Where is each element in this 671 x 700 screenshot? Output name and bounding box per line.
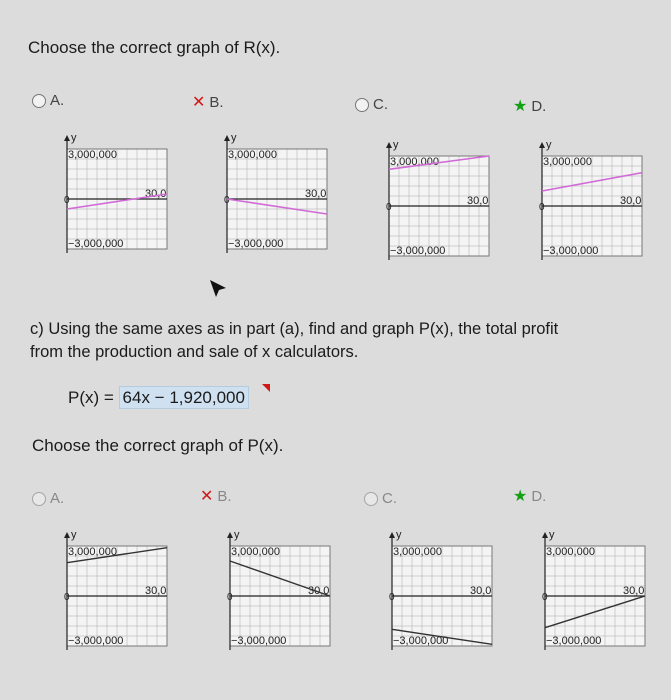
- formula-lhs: P(x) =: [68, 388, 119, 407]
- origin-tick-label: 0: [386, 202, 392, 213]
- y-min-tick-label: −3,000,000: [390, 245, 446, 257]
- mouse-cursor-icon: [208, 278, 230, 300]
- origin-tick-label: 0: [539, 202, 545, 213]
- y-axis-label: y: [71, 529, 77, 541]
- correct-star-icon: ★: [513, 488, 528, 505]
- graph-p-d[interactable]: [533, 522, 653, 662]
- y-axis-arrow-icon: [64, 135, 70, 141]
- option-r-d[interactable]: [513, 96, 546, 116]
- y-axis-arrow-icon: [64, 532, 70, 538]
- y-axis-label: y: [231, 132, 237, 144]
- y-max-tick-label: 3,000,000: [231, 546, 280, 558]
- origin-tick-label: 0: [64, 195, 70, 206]
- graph-p-b[interactable]: [218, 522, 338, 662]
- origin-tick-label: 0: [542, 592, 548, 603]
- graph-p-c[interactable]: [380, 522, 500, 662]
- x-max-tick-label: 30,0: [623, 585, 645, 597]
- option-label: D.: [531, 97, 547, 115]
- y-axis-arrow-icon: [542, 532, 548, 538]
- option-label: D.: [531, 487, 547, 505]
- formula-expression: 64x − 1,920,000: [119, 386, 249, 409]
- question-c-text: c) Using the same axes as in part (a), find and graph P(x), the total profit: [30, 320, 559, 338]
- y-max-tick-label: 3,000,000: [543, 156, 592, 168]
- x-max-tick-label: 30,0: [145, 188, 167, 200]
- graph-r-b[interactable]: [215, 125, 335, 265]
- y-min-tick-label: −3,000,000: [543, 245, 599, 257]
- x-max-tick-label: 30,0: [305, 188, 327, 200]
- y-min-tick-label: −3,000,000: [228, 238, 284, 250]
- y-max-tick-label: 3,000,000: [228, 149, 277, 161]
- y-axis-label: y: [393, 139, 399, 151]
- y-max-tick-label: 3,000,000: [68, 149, 117, 161]
- flag-corner-icon: [262, 384, 270, 392]
- y-max-tick-label: 3,000,000: [546, 546, 595, 558]
- graph-r-a[interactable]: [55, 125, 175, 265]
- y-axis-label: y: [234, 529, 240, 541]
- option-r-a[interactable]: [32, 92, 64, 109]
- x-max-tick-label: 30,0: [145, 585, 167, 597]
- y-axis-label: y: [71, 132, 77, 144]
- option-p-c[interactable]: [364, 490, 397, 507]
- question-r-text: Choose the correct graph of R(x).: [28, 38, 281, 57]
- option-label: A.: [50, 490, 65, 507]
- graph-p-a[interactable]: [55, 522, 175, 662]
- formula-p: [68, 388, 249, 408]
- y-axis-arrow-icon: [224, 135, 230, 141]
- radio-icon[interactable]: [32, 94, 46, 108]
- option-label: C.: [382, 490, 397, 507]
- y-min-tick-label: −3,000,000: [231, 635, 287, 647]
- x-max-tick-label: 30,0: [467, 195, 489, 207]
- graph-r-d[interactable]: [530, 132, 650, 272]
- option-r-b[interactable]: [192, 92, 224, 112]
- option-r-c[interactable]: [355, 96, 388, 113]
- option-p-b[interactable]: [200, 486, 232, 506]
- y-axis-label: y: [546, 139, 552, 151]
- origin-tick-label: 0: [389, 592, 395, 603]
- y-axis-arrow-icon: [386, 142, 392, 148]
- option-label: B.: [217, 487, 232, 505]
- option-label: B.: [209, 93, 224, 111]
- y-max-tick-label: 3,000,000: [393, 546, 442, 558]
- y-min-tick-label: −3,000,000: [393, 635, 449, 647]
- radio-icon[interactable]: [355, 98, 369, 112]
- option-p-a[interactable]: [32, 490, 64, 507]
- y-max-tick-label: 3,000,000: [68, 546, 117, 558]
- radio-icon[interactable]: [364, 492, 378, 506]
- y-min-tick-label: −3,000,000: [68, 238, 124, 250]
- incorrect-x-icon: ✕: [192, 94, 206, 111]
- option-p-d[interactable]: [513, 486, 546, 506]
- origin-tick-label: 0: [64, 592, 70, 603]
- question-p-text: Choose the correct graph of P(x).: [32, 436, 284, 455]
- option-label: C.: [373, 96, 388, 113]
- origin-tick-label: 0: [224, 195, 230, 206]
- y-max-tick-label: 3,000,000: [390, 156, 439, 168]
- graph-r-c[interactable]: [377, 132, 497, 272]
- y-axis-arrow-icon: [389, 532, 395, 538]
- y-axis-arrow-icon: [227, 532, 233, 538]
- radio-icon[interactable]: [32, 492, 46, 506]
- y-min-tick-label: −3,000,000: [68, 635, 124, 647]
- origin-tick-label: 0: [227, 592, 233, 603]
- correct-star-icon: ★: [513, 98, 528, 115]
- y-min-tick-label: −3,000,000: [546, 635, 602, 647]
- y-axis-arrow-icon: [539, 142, 545, 148]
- question-c-text-2: from the production and sale of x calculators.: [30, 343, 359, 361]
- incorrect-x-icon: ✕: [200, 488, 214, 505]
- x-max-tick-label: 30,0: [620, 195, 642, 207]
- y-axis-label: y: [396, 529, 402, 541]
- y-axis-label: y: [549, 529, 555, 541]
- x-max-tick-label: 30,0: [470, 585, 492, 597]
- x-max-tick-label: 30,0: [308, 585, 330, 597]
- option-label: A.: [50, 92, 65, 109]
